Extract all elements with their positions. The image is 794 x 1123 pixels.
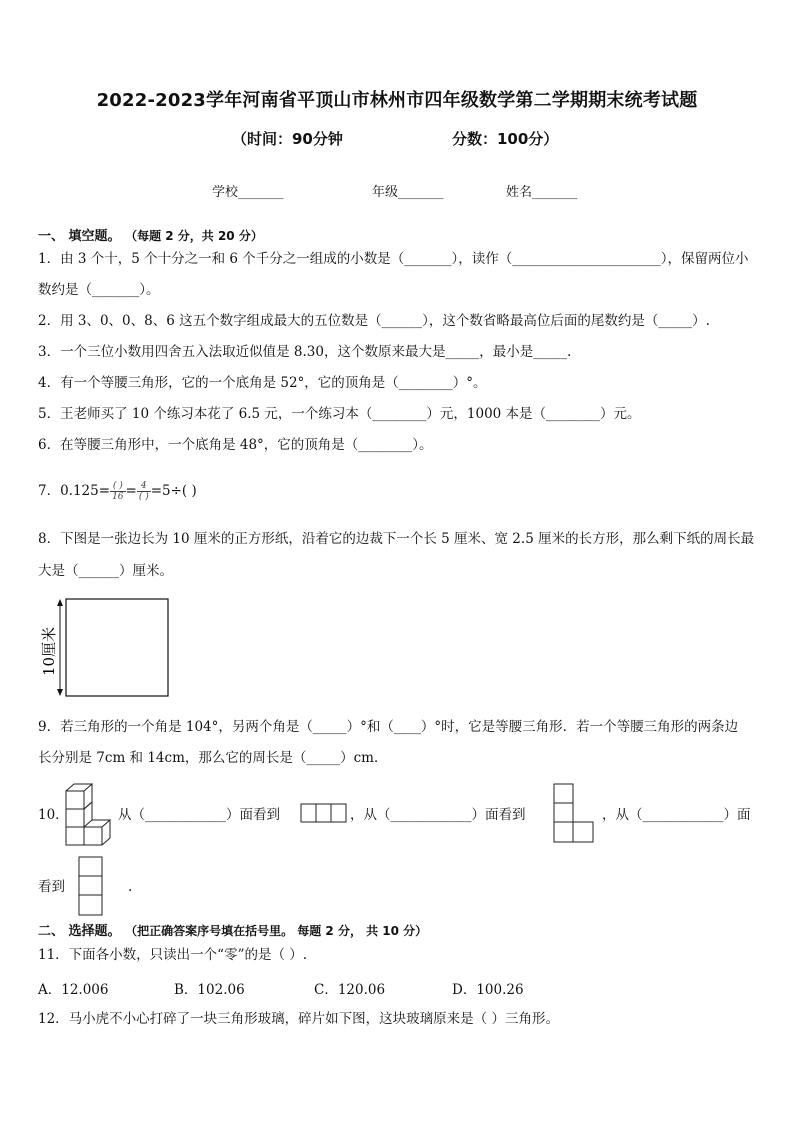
section1-title: 一、 填空题。 — [38, 229, 121, 244]
q7-prefix: 7．0.125= — [38, 483, 111, 499]
q10-part-d: 看到 — [38, 879, 65, 895]
page-title: 2022-2023学年河南省平顶山市林州市四年级数学第二学期期末统考试题 — [96, 90, 698, 111]
q1-line1: 1．由 3 个十，5 个十分之一和 6 个千分之一组成的小数是（_______），读作（______________________），保留两位小 — [38, 251, 749, 267]
q11-option-b[interactable]: B．102.06 — [174, 982, 245, 998]
q10-period: . — [128, 879, 133, 895]
school-field[interactable]: 学校_______ — [212, 185, 284, 200]
q10-part-c: ，从（____________）面 — [602, 807, 751, 823]
q5: 5．王老师买了 10 个练习本花了 6.5 元，一个练习本（________）元，1000 本是（________）元。 — [38, 406, 641, 422]
q7-equals: = — [125, 483, 137, 499]
q11-option-c[interactable]: C．120.06 — [314, 982, 386, 998]
name-field[interactable]: 姓名_______ — [506, 185, 578, 200]
q8-line2: 大是（______）厘米。 — [38, 563, 173, 579]
section2-title: 二、 选择题。 — [38, 924, 121, 939]
q10-part-a: 从（____________）面看到 — [118, 807, 280, 823]
q11-option-d[interactable]: D．100.26 — [452, 982, 524, 998]
q7-frac1-denominator: 16 — [112, 492, 124, 502]
q6: 6．在等腰三角形中，一个底角是 48°，它的顶角是（________）。 — [38, 437, 433, 453]
q2: 2．用 3、0、0、8、6 这五个数字组成最大的五位数是（______），这个数省略最高位后面的尾数约是（_____）. — [38, 313, 710, 329]
q11-option-a[interactable]: A．12.006 — [38, 982, 109, 998]
cube-stack-figure — [64, 783, 112, 849]
square-outline — [66, 599, 168, 696]
q7 — [38, 481, 197, 502]
q9-line1: 9．若三角形的一个角是 104°，另两个角是（_____）°和（____）°时，它是等腰三角形．若一个等腰三角形的两条边 — [38, 719, 739, 735]
view-three-squares-column — [78, 856, 104, 918]
section1-note: （每题 2 分，共 20 分） — [125, 229, 263, 243]
exam-score: 分数：100分） — [452, 130, 559, 148]
q10-number: 10． — [38, 807, 69, 823]
q7-frac2-denominator: ( ) — [138, 492, 149, 502]
side-length-label: 10厘米 — [40, 626, 58, 676]
arrow-down-icon — [57, 689, 63, 696]
section2-note: （把正确答案序号填在括号里。 每题 2 分， 共 10 分） — [125, 924, 428, 938]
view-l-shape — [553, 783, 595, 845]
q12-stem: 12．马小虎不小心打碎了一块三角形玻璃，碎片如下图，这块玻璃原来是（ ）三角形。 — [38, 1011, 559, 1027]
q10-part-b: ，从（____________）面看到 — [350, 807, 526, 823]
q4: 4．有一个等腰三角形，它的一个底角是 52°，它的顶角是（________）°。 — [38, 375, 487, 391]
exam-time: （时间：90分钟 — [232, 130, 343, 148]
q11-stem: 11．下面各小数，只读出一个“零”的是（ ）. — [38, 947, 308, 963]
q7-suffix: =5÷( ) — [150, 483, 197, 499]
q7-frac2-numerator: 4 — [137, 481, 151, 492]
q7-fraction-2 — [137, 481, 151, 502]
q7-frac1-numerator: ( ) — [110, 481, 125, 492]
q9-line2: 长分别是 7cm 和 14cm，那么它的周长是（_____）cm． — [38, 750, 388, 766]
section2-heading — [38, 920, 427, 939]
grade-field[interactable]: 年级_______ — [372, 185, 444, 200]
q8-line1: 8．下图是一张边长为 10 厘米的正方形纸，沿着它的边裁下一个长 5 厘米、宽 2.5 厘米的长方形，那么剩下纸的周长最 — [38, 531, 755, 547]
arrow-up-icon — [57, 599, 63, 606]
view-three-squares-row — [300, 803, 348, 823]
section1-heading — [38, 225, 263, 244]
q3: 3．一个三位小数用四舍五入法取近似值是 8.30，这个数原来最大是_____，最小是_____. — [38, 344, 572, 360]
q7-fraction-1 — [110, 481, 125, 502]
q1-line2: 数约是（_______）。 — [38, 282, 160, 298]
square-figure — [38, 596, 173, 701]
